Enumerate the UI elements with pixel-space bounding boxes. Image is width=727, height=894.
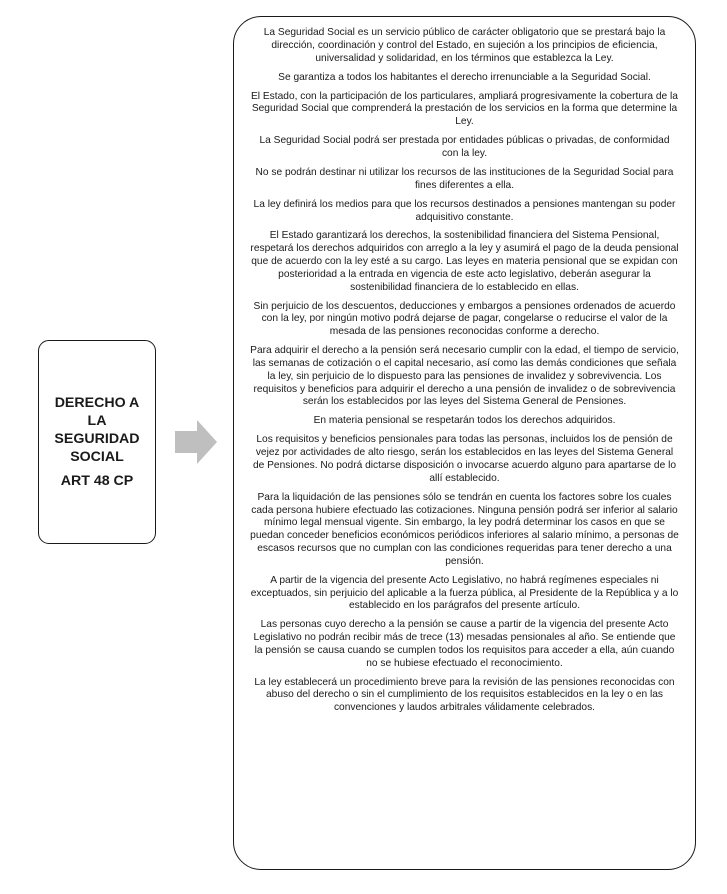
paragraph: Sin perjuicio de los descuentos, deducciones y embargos a pensiones ordenados de acuerdo con la ley, por ningún motivo podrá dejarse de pagar, congelarse o reducirse el valor de la mesada de las pensiones reconocidas conforme a derecho. bbox=[253, 300, 676, 338]
paragraph: En materia pensional se respetarán todos los derechos adquiridos. bbox=[313, 415, 616, 427]
paragraph: La Seguridad Social podrá ser prestada por entidades públicas o privadas, de conformidad con la ley. bbox=[259, 135, 670, 159]
paragraph: La Seguridad Social es un servicio público de carácter obligatorio que se prestará bajo la dirección, coordinación y control del Estado, en sujeción a los principios de eficiencia, universalidad y solidaridad, en los términos que establezca la Ley. bbox=[263, 27, 666, 64]
right-arrow-icon bbox=[175, 420, 217, 464]
paragraph: El Estado, con la participación de los particulares, ampliará progresivamente la cobertura de la Seguridad Social que comprenderá la prestación de los servicios en la forma que determine la Ley. bbox=[251, 90, 678, 128]
paragraph: Se garantiza a todos los habitantes el derecho irrenunciable a la Seguridad Social. bbox=[278, 71, 651, 83]
paragraph: El Estado garantizará los derechos, la sostenibilidad financiera del Sistema Pensional, respetará los derechos adquiridos con arreglo a la ley y asumirá el pago de la deuda pensional que de acuerdo con la ley esté a su cargo. Las leyes en materia pensional que se expidan con posterioridad a la entrada en vigencia de este acto legislativo, deberán asegurar la sostenibilidad financiera de lo establecido en ellas. bbox=[250, 230, 679, 293]
article-text-box bbox=[233, 16, 696, 870]
topic-subtitle: ART 48 CP bbox=[60, 473, 134, 489]
paragraph: Los requisitos y beneficios pensionales para todas las personas, incluidos los de pensión de vejez por actividades de alto riesgo, serán los establecidos en las leyes del Sistema General de Pensiones. No podrá dictarse disposición o invocarse acuerdo alguno para apartarse de lo allí establecido. bbox=[252, 434, 677, 484]
paragraph: Para adquirir el derecho a la pensión será necesario cumplir con la edad, el tiempo de servicio, las semanas de cotización o el capital necesario, así como las demás condiciones que señala la ley, sin perjuicio de lo dispuesto para las pensiones de invalidez y sobrevivencia. Los requisitos y beneficios para adquirir el derecho a una pensión de invalidez o de sobrevivencia serán los establecidos por las leyes del Sistema General de Pensiones. bbox=[250, 345, 679, 408]
paragraph: A partir de la vigencia del presente Acto Legislativo, no habrá regímenes especiales ni exceptuados, sin perjuicio del aplicable a la fuerza pública, al Presidente de la República y a lo establecido en los parágrafos del presente artículo. bbox=[250, 574, 679, 612]
paragraph: Las personas cuyo derecho a la pensión se cause a partir de la vigencia del presente Acto Legislativo no podrán recibir más de trece (13) mesadas pensionales al año. Se entiende que la pensión se causa cuando se cumplen todos los requisitos para acceder a ella, aún cuando no se hubiese efectuado el reconocimiento. bbox=[253, 619, 676, 669]
topic-box bbox=[38, 340, 156, 544]
topic-title: DERECHO A LA SEGURIDAD SOCIAL bbox=[54, 395, 140, 465]
paragraph: La ley definirá los medios para que los recursos destinados a pensiones mantengan su poder adquisitivo constante. bbox=[253, 198, 676, 223]
paragraph: Para la liquidación de las pensiones sólo se tendrán en cuenta los factores sobre los cuales cada persona hubiere efectuado las cotizaciones. Ninguna pensión podrá ser inferior al salario mínimo legal mensual vigente. Sin embargo, la ley podrá determinar los casos en que se puedan conceder beneficios económicos periódicos inferiores al salario mínimo, a personas de escasos recursos que no cumplan con las condiciones requeridas para tener derecho a una pensión. bbox=[250, 491, 679, 567]
paragraph: La ley establecerá un procedimiento breve para la revisión de las pensiones reconocidas con abuso del derecho o sin el cumplimiento de los requisitos establecidos en la ley o en las convenciones y laudos arbitrales válidamente celebrados. bbox=[254, 676, 675, 714]
paragraph: No se podrán destinar ni utilizar los recursos de las instituciones de la Seguridad Social para fines diferentes a ella. bbox=[255, 166, 674, 191]
